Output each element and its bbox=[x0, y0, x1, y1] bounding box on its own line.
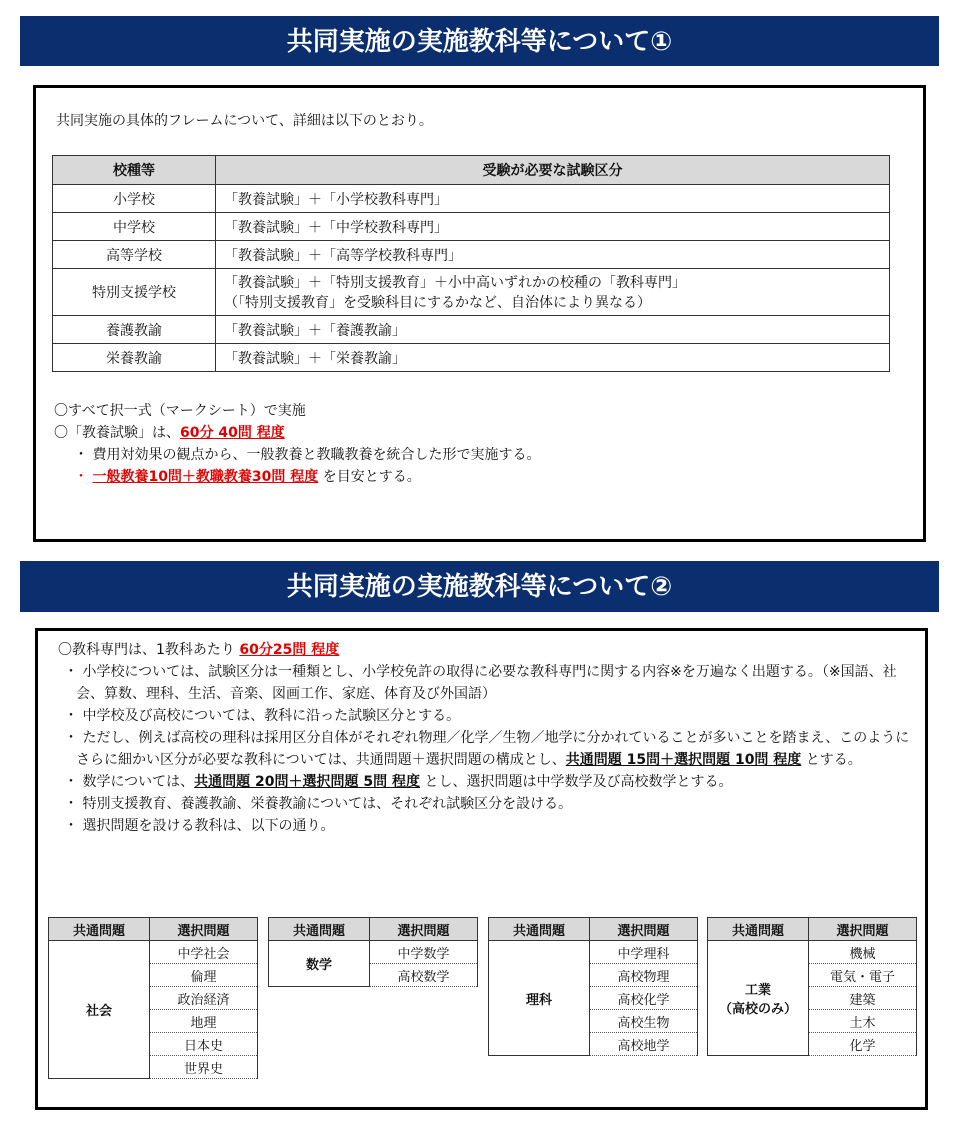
list-item: 土木 bbox=[809, 1010, 917, 1033]
industry-table bbox=[707, 917, 917, 1056]
slide1-intro: 共同実施の具体的フレームについて、詳細は以下のとおり。 bbox=[56, 113, 433, 129]
bullet-math-pre: ・ 数学については、 bbox=[64, 774, 195, 790]
slide1-notes bbox=[54, 400, 540, 488]
subject-exam-intro bbox=[58, 639, 918, 661]
list-item: 中学理科 bbox=[590, 941, 698, 964]
note-general-exam-label: 〇「教養試験」は、 bbox=[54, 425, 180, 441]
row-description: 「教養試験」＋「中学校教科専門」 bbox=[216, 213, 890, 241]
col-common: 共通問題 bbox=[489, 918, 590, 941]
subject-exam-time: 60分25問 程度 bbox=[239, 642, 340, 658]
table-row bbox=[53, 241, 890, 269]
list-item: 高校物理 bbox=[590, 964, 698, 987]
row-description: 「教養試験」＋「栄養教諭」 bbox=[216, 344, 890, 372]
note-question-split-post: を目安とする。 bbox=[318, 469, 421, 485]
table-row bbox=[53, 185, 890, 213]
note-cost-effect: ・ 費用対効果の観点から、一般教養と教職教養を統合した形で実施する。 bbox=[74, 447, 541, 463]
slide1-title: 共同実施の実施教科等について① bbox=[20, 16, 939, 66]
industry-name-note: （高校のみ） bbox=[718, 1002, 797, 1017]
row-category: 栄養教諭 bbox=[53, 344, 216, 372]
slide2-text bbox=[58, 639, 918, 837]
slide1-content-box bbox=[33, 85, 926, 542]
header-school-type: 校種等 bbox=[53, 156, 216, 185]
col-common: 共通問題 bbox=[708, 918, 809, 941]
col-select: 選択問題 bbox=[150, 918, 258, 941]
table-row bbox=[53, 316, 890, 344]
social-table bbox=[48, 917, 258, 1079]
row-category: 養護教諭 bbox=[53, 316, 216, 344]
row-description: 「教養試験」＋「小学校教科専門」 bbox=[216, 185, 890, 213]
industry-common bbox=[708, 941, 809, 1056]
list-item: 中学数学 bbox=[370, 941, 478, 964]
list-item: 高校化学 bbox=[590, 987, 698, 1010]
note-bullet: ・ bbox=[74, 469, 93, 485]
industry-name: 工業 bbox=[744, 983, 771, 998]
list-item: 日本史 bbox=[150, 1033, 258, 1056]
bullet-math bbox=[58, 771, 918, 793]
bullet-special: ・ 特別支援教育、養護教諭、栄養教諭については、それぞれ試験区分を設ける。 bbox=[64, 796, 573, 812]
bullet-science-text: ・ ただし、例えば高校の理科は採用区分自体がそれぞれ物理／化学／生物／地学に分かれていることが多いことを踏まえ、このようにさらに細かい区分が必要な教科については、共通問題＋選択問題の構成とし、 bbox=[64, 730, 910, 768]
list-item: 政治経済 bbox=[150, 987, 258, 1010]
science-table bbox=[488, 917, 698, 1056]
row-category: 高等学校 bbox=[53, 241, 216, 269]
note-general-exam-time: 60分 40問 程度 bbox=[180, 425, 285, 441]
list-item: 中学社会 bbox=[150, 941, 258, 964]
note-marksheet: 〇すべて択一式（マークシート）で実施 bbox=[54, 403, 306, 419]
bullet-science-bold: 共通問題 15問＋選択問題 10問 程度 bbox=[565, 752, 802, 768]
science-common: 理科 bbox=[489, 941, 590, 1056]
bullet-math-bold: 共通問題 20問＋選択問題 5問 程度 bbox=[194, 774, 421, 790]
row-category: 小学校 bbox=[53, 185, 216, 213]
col-select: 選択問題 bbox=[370, 918, 478, 941]
math-table bbox=[268, 917, 478, 987]
bullet-math-post: とし、選択問題は中学数学及び高校数学とする。 bbox=[420, 774, 733, 790]
list-item: 高校地学 bbox=[590, 1033, 698, 1056]
note-question-split-red: 一般教養10問＋教職教養30問 程度 bbox=[92, 469, 319, 485]
subject-exam-intro-label: 〇教科専門は、1教科あたり bbox=[58, 642, 240, 658]
col-common: 共通問題 bbox=[269, 918, 370, 941]
table-row bbox=[53, 344, 890, 372]
bullet-science bbox=[58, 727, 918, 771]
note-question-split bbox=[54, 466, 540, 488]
bullet-science-post: とする。 bbox=[801, 752, 862, 768]
row-description bbox=[216, 269, 890, 316]
col-select: 選択問題 bbox=[809, 918, 917, 941]
list-item: 化学 bbox=[809, 1033, 917, 1056]
row-category: 中学校 bbox=[53, 213, 216, 241]
social-common: 社会 bbox=[49, 941, 150, 1079]
list-item: 倫理 bbox=[150, 964, 258, 987]
slide2-title: 共同実施の実施教科等について② bbox=[20, 561, 939, 612]
header-exam-category: 受験が必要な試験区分 bbox=[216, 156, 890, 185]
list-item: 高校数学 bbox=[370, 964, 478, 987]
exam-category-table bbox=[52, 155, 890, 372]
col-common: 共通問題 bbox=[49, 918, 150, 941]
list-item: 高校生物 bbox=[590, 1010, 698, 1033]
slide2-content-box bbox=[35, 628, 928, 1110]
row-description: 「教養試験」＋「高等学校教科専門」 bbox=[216, 241, 890, 269]
list-item: 世界史 bbox=[150, 1056, 258, 1079]
list-item: 電気・電子 bbox=[809, 964, 917, 987]
row-description-line1: 「教養試験」＋「特別支援教育」＋小中高いずれかの校種の「教科専門」 bbox=[224, 275, 686, 291]
bullet-subjects: ・ 選択問題を設ける教科は、以下の通り。 bbox=[64, 818, 335, 834]
bullet-elementary: ・ 小学校については、試験区分は一種類とし、小学校免許の取得に必要な教科専門に関する内容※を万遍なく出題する。（※国語、社会、算数、理科、生活、音楽、図画工作、家庭、体育及び外国語） bbox=[64, 664, 897, 702]
table-header-row bbox=[53, 156, 890, 185]
list-item: 機械 bbox=[809, 941, 917, 964]
math-common: 数学 bbox=[269, 941, 370, 987]
list-item: 建築 bbox=[809, 987, 917, 1010]
table-row bbox=[53, 269, 890, 316]
row-description: 「教養試験」＋「養護教諭」 bbox=[216, 316, 890, 344]
note-general-exam bbox=[54, 422, 540, 444]
row-category: 特別支援学校 bbox=[53, 269, 216, 316]
row-description-line2: （「特別支援教育」を受験科目にするかなど、自治体により異なる） bbox=[224, 295, 651, 311]
col-select: 選択問題 bbox=[590, 918, 698, 941]
table-row bbox=[53, 213, 890, 241]
bullet-middle-high: ・ 中学校及び高校については、教科に沿った試験区分とする。 bbox=[64, 708, 461, 724]
list-item: 地理 bbox=[150, 1010, 258, 1033]
